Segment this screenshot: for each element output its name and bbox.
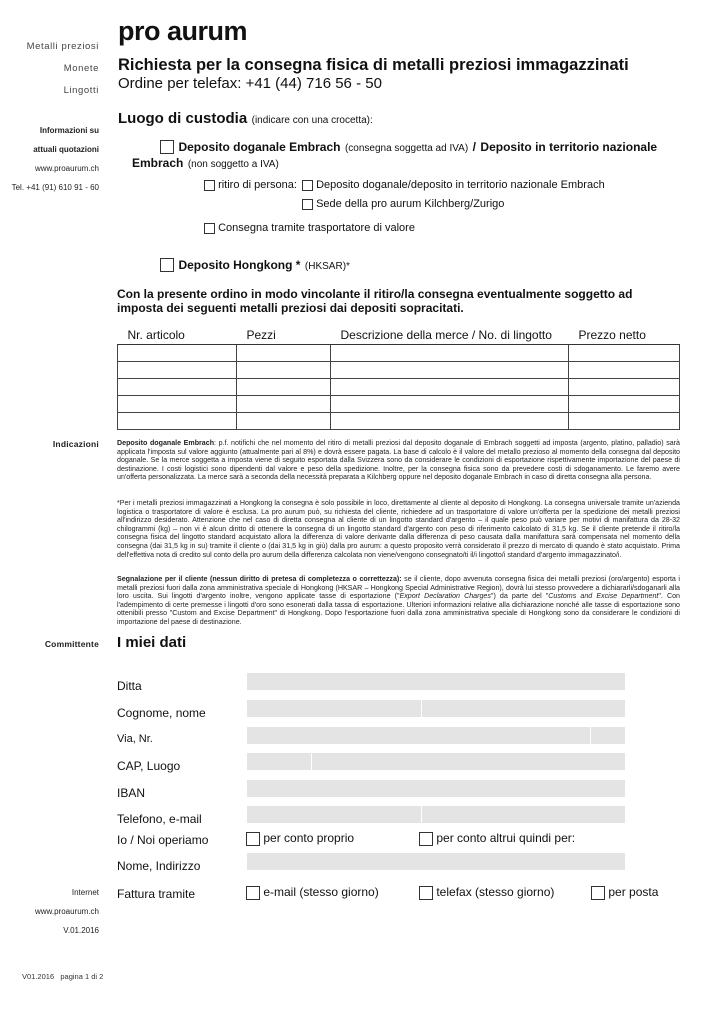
label-nome-indirizzo: Nome, Indirizzo	[117, 859, 201, 873]
cell-article[interactable]	[118, 362, 237, 379]
cell-price[interactable]	[569, 413, 680, 430]
binding-statement: Con la presente ordino in modo vincolante il ritiro/la consegna eventualmente soggetto ad imposta dei seguenti metalli preziosi dai depositi sopracitati.	[117, 287, 633, 315]
cell-description[interactable]	[331, 396, 569, 413]
my-data-title: I miei dati	[117, 634, 187, 651]
label-fattura: Fattura tramite	[117, 887, 196, 901]
embrach-label-b: Deposito in territorio nazionale	[480, 140, 658, 154]
section-label-committente: Committente	[44, 639, 99, 649]
embrach-option-line2	[132, 154, 279, 172]
quotes-info-title: attuali quotazioni	[33, 144, 99, 154]
option-posta	[591, 885, 658, 900]
cell-description[interactable]	[331, 413, 569, 430]
pickup-label: ritiro di persona:	[218, 179, 297, 191]
note-export-title: Segnalazione per il cliente (nessun diritto di pretesa di completezza o correttezza):	[117, 575, 402, 583]
note-export-text: ") da parte del "	[490, 592, 549, 601]
option-altrui	[419, 831, 575, 846]
embrach-separator: /	[472, 140, 476, 154]
cell-article[interactable]	[118, 345, 237, 362]
cell-pieces[interactable]	[237, 413, 331, 430]
page-title: Richiesta per la consegna fisica di metalli preziosi immagazzinati	[118, 56, 629, 74]
internet-line: V.01.2016	[63, 925, 99, 935]
note-hongkong: *Per i metalli preziosi immagazzinati a Hongkong la consegna è solo possibile in loco, direttamente al cliente al deposito di Hongkong. La consegna universale tramite un'azienda logistica o trasportatore di valore è esclusa. La pro aurum può, su richiesta del cliente, richiedere ad un trasportatore di valore un'offerta per la spedizione dei metalli preziosi all'indirizzo desiderato. Attenzione che nel caso di diretta consegna al cliente di un lingotto standard d'argento – il quale peso può variare per motivi di manifattura da 28-32 chilogrammi (kg) – non vi è alcun diritto di ottenere la consegna di un lingotto standard d'argento con peso di riferimento calcolato di 31,5 kg. Se il cliente pretende il ritiro/la consegna fisica del lingotto standard acquistato allora la differenza di valore derivante dalla differenza di peso causata dalla manifattura sarà compensata nel momento della consegna (dai 31,5 kg in su) tramite il cliente o (dai 31,5 kg in giù) dalla pro aurum: a questo proposito verrà considerato il prezzo di mercato di quando è stato acquistato. Prima dell'effettiva nota di credito sul conto della pro aurum della differenza calcolata non viene/vengono consegnato/ti il/i lingotto/i standard d'argento immagazzinato/i.	[117, 499, 680, 559]
transport-label: Consegna tramite trasportatore di valore	[218, 222, 415, 234]
order-table-header	[118, 328, 680, 345]
email-checkbox[interactable]	[246, 886, 260, 900]
field-cognome-nome[interactable]	[247, 700, 625, 717]
label-operiamo: Io / Noi operiamo	[117, 833, 209, 847]
field-telefono-email[interactable]	[247, 806, 625, 823]
table-row	[118, 362, 680, 379]
tagline-line: Lingotti	[63, 85, 99, 96]
quotes-info	[12, 116, 99, 202]
internet-line[interactable]: www.proaurum.ch	[34, 906, 99, 916]
cell-article[interactable]	[118, 396, 237, 413]
internet-line: Internet	[71, 887, 99, 897]
field-cap-luogo[interactable]	[247, 753, 625, 770]
pickup-option-1	[302, 179, 605, 191]
field-ditta[interactable]	[247, 673, 625, 690]
table-row	[118, 396, 680, 413]
pickup-opt2-checkbox[interactable]	[302, 199, 313, 210]
embrach-label-a: Deposito doganale Embrach	[178, 140, 341, 154]
quotes-info-web[interactable]: www.proaurum.ch	[34, 163, 99, 173]
label-cognome: Cognome, nome	[117, 706, 206, 720]
section-label-indicazioni: Indicazioni	[52, 439, 99, 449]
pickup-checkbox[interactable]	[204, 180, 215, 191]
label-iban: IBAN	[117, 786, 146, 800]
field-nome-indirizzo[interactable]	[247, 853, 625, 870]
quotes-info-tel: Tel. +41 (91) 610 91 - 60	[11, 182, 99, 192]
page-subtitle: Ordine per telefax: +41 (44) 716 56 - 50	[118, 75, 382, 92]
pickup-option-2	[302, 198, 504, 210]
cell-pieces[interactable]	[237, 345, 331, 362]
internet-info	[35, 878, 99, 945]
proprio-label: per conto proprio	[263, 831, 355, 845]
option-telefax	[419, 885, 554, 900]
cell-description[interactable]	[331, 379, 569, 396]
posta-checkbox[interactable]	[591, 886, 605, 900]
cell-price[interactable]	[569, 362, 680, 379]
transport-option	[204, 222, 415, 234]
cell-article[interactable]	[118, 379, 237, 396]
posta-label: per posta	[608, 885, 659, 899]
page-footer: V01.2016 pagina 1 di 2	[22, 972, 104, 981]
telefax-label: telefax (stesso giorno)	[436, 885, 555, 899]
col-header: Pezzi	[237, 328, 331, 345]
option-proprio	[246, 831, 354, 846]
label-telefono: Telefono, e-mail	[117, 812, 202, 826]
cell-description[interactable]	[331, 345, 569, 362]
cell-price[interactable]	[569, 345, 680, 362]
cell-description[interactable]	[331, 362, 569, 379]
col-header: Prezzo netto	[569, 328, 680, 345]
quotes-info-title: Informazioni su	[39, 125, 99, 135]
order-table	[117, 328, 680, 430]
note-export-em: Export Declaration Charges	[399, 592, 491, 601]
label-cap: CAP, Luogo	[117, 759, 181, 773]
note-embrach-text: : p.f. notifichi che nel momento del ritiro di metalli preziosi dal deposito doganale di Embrach soggetti ad imposta (argento, platino, palladio) sarà applicata l'imposta sul valore aggiunto (attualmente pari al 8%) e dovrà essere pagata. La base di calcolo è il valore del metallo prezioso al momento della consegna dal deposito doganale. Se la merce soggetta a imposta viene di seguito esportata dalla Svizzera sono da considerare le condizioni di esportazione rispettivamente importazione del paese di destinazione. I costi logistici sono dipendenti dal valore e peso della spedizione. Inoltre, per la consegna fisica sono da prevedere costi di sdoganamento. Le faremo avere un'offerta personalizzata. La merce sarà a seconda della necessità preparata a Kilchberg oppure nel deposito doganale Embrach in caso di diretta consegna alla persona.	[117, 439, 680, 482]
tagline-line: Metalli preziosi	[26, 41, 99, 52]
pickup-row	[204, 179, 297, 191]
note-export-em: Customs and Excise Department	[548, 592, 659, 601]
label-via: Via, Nr.	[117, 733, 153, 745]
email-label: e-mail (stesso giorno)	[263, 885, 379, 899]
hk-label: Deposito Hongkong *	[178, 258, 301, 272]
proprio-checkbox[interactable]	[246, 832, 260, 846]
option-email	[246, 885, 379, 900]
note-export-text: ". Con l'adempimento di certe premesse i lingotti d'oro sono esonerati dalla tassa di esportazione. Ulteriori informazioni relative alla dichiarazione nonché alle tasse di esportazione sono ottenibili presso "Custom and Excise Department" di Hongkong. Dopo l'esportazione fuori dalla zona amministrativa speciale di Hongkong sono da considerare le condizioni di importazione del paese di destinazione.	[117, 592, 680, 626]
custody-title: Luogo di custodia	[118, 110, 248, 127]
field-iban[interactable]	[247, 780, 625, 797]
altrui-checkbox[interactable]	[419, 832, 433, 846]
transport-checkbox[interactable]	[204, 223, 215, 234]
table-row	[118, 379, 680, 396]
cell-article[interactable]	[118, 413, 237, 430]
telefax-checkbox[interactable]	[419, 886, 433, 900]
table-row	[118, 345, 680, 362]
brand-logo: pro aurum	[118, 16, 248, 46]
field-via-nr[interactable]	[247, 727, 625, 744]
note-export-text: se il cliente, dopo avvenuta consegna fisica dei metalli preziosi (oro/argento) esporta i metalli preziosi fuori dalla zona amministrativa speciale di Hongkong (HKSAR – Hongkong Special Administrative Region), dovrà lui stesso provvedere a dichiararli/sdoganarli alla loro uscita. Sui lingotti d'argento inoltre, vengono applicate tasse di esportazione ("	[117, 575, 680, 601]
embrach-note-b: (non soggetto a IVA)	[187, 159, 279, 170]
embrach-note-a: (consegna soggetta ad IVA)	[344, 143, 469, 154]
note-embrach-title: Deposito doganale Embrach	[117, 439, 215, 447]
col-header: Descrizione della merce / No. di lingotto	[331, 328, 569, 345]
embrach-checkbox[interactable]	[160, 140, 174, 154]
note-embrach	[117, 439, 680, 482]
hk-note: (HKSAR)*	[304, 261, 350, 272]
table-row	[118, 413, 680, 430]
label-ditta: Ditta	[117, 679, 142, 693]
pickup-opt2-label: Sede della pro aurum Kilchberg/Zurigo	[316, 198, 505, 210]
hk-checkbox[interactable]	[160, 258, 174, 272]
cell-pieces[interactable]	[237, 379, 331, 396]
cell-pieces[interactable]	[237, 362, 331, 379]
altrui-label: per conto altrui quindi per:	[436, 831, 576, 845]
custody-heading	[118, 110, 373, 128]
tagline	[27, 30, 99, 107]
cell-price[interactable]	[569, 379, 680, 396]
pickup-opt1-label: Deposito doganale/deposito in territorio nazionale Embrach	[316, 179, 605, 191]
note-export	[117, 575, 680, 627]
hk-option	[160, 256, 350, 274]
custody-hint: (indicare con una crocetta):	[251, 115, 373, 126]
col-header: Nr. articolo	[118, 328, 237, 345]
embrach-label-b2: Embrach	[132, 156, 184, 170]
pickup-opt1-checkbox[interactable]	[302, 180, 313, 191]
cell-price[interactable]	[569, 396, 680, 413]
cell-pieces[interactable]	[237, 396, 331, 413]
tagline-line: Monete	[63, 63, 99, 74]
